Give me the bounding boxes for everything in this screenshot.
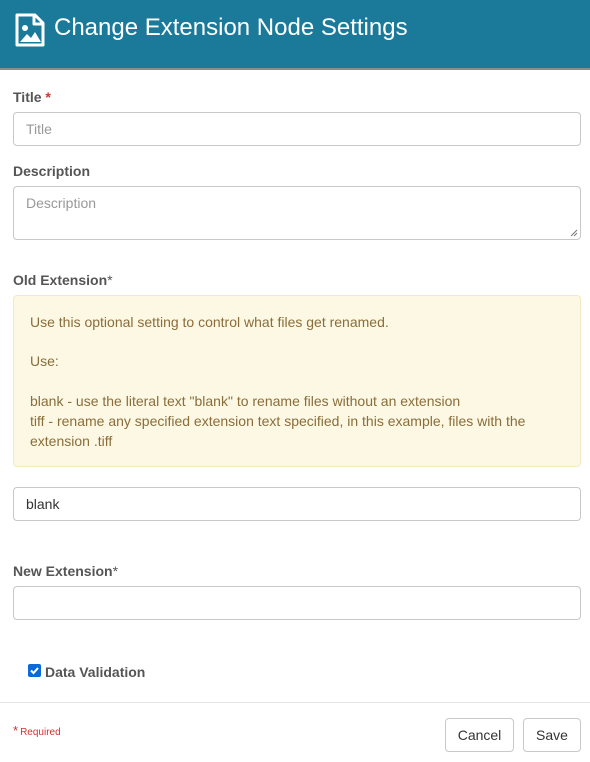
help-line: extension .tiff	[30, 433, 113, 449]
title-label	[13, 89, 51, 105]
new-extension-required-mark: *	[112, 563, 119, 579]
data-validation-label: Data Validation	[45, 664, 146, 680]
footer-divider	[0, 702, 590, 703]
help-line: tiff - rename any specified extension text specified, in this example, files with the	[30, 413, 526, 429]
help-line: blank - use the literal text "blank" to rename files without an extension	[30, 393, 461, 409]
old-extension-input[interactable]	[13, 487, 581, 521]
image-file-icon	[14, 13, 46, 47]
title-input[interactable]	[13, 112, 581, 146]
help-line: Use this optional setting to control what files get renamed.	[30, 314, 389, 330]
new-extension-input[interactable]	[13, 586, 581, 620]
data-validation-checkbox[interactable]	[28, 664, 41, 677]
description-textarea[interactable]	[13, 186, 581, 240]
title-label-text: Title	[13, 89, 42, 105]
help-line: Use:	[30, 353, 59, 369]
old-extension-required-mark: *	[107, 272, 113, 288]
new-extension-label	[13, 563, 118, 579]
required-legend-text: Required	[20, 727, 61, 738]
cancel-button[interactable]: Cancel	[445, 718, 514, 752]
dialog-header	[0, 0, 590, 70]
old-extension-help-box	[13, 295, 581, 467]
description-label: Description	[13, 163, 91, 179]
save-button[interactable]: Save	[523, 718, 581, 752]
old-extension-label	[13, 272, 113, 288]
old-extension-label-text: Old Extension	[13, 272, 108, 288]
required-legend-star: *	[13, 723, 19, 738]
new-extension-label-text: New Extension	[13, 563, 113, 579]
dialog-title: Change Extension Node Settings	[54, 14, 408, 41]
checkmark-icon	[29, 665, 40, 676]
required-legend	[13, 722, 61, 740]
title-required-mark: *	[45, 89, 51, 105]
resize-grip-icon[interactable]	[570, 229, 578, 237]
